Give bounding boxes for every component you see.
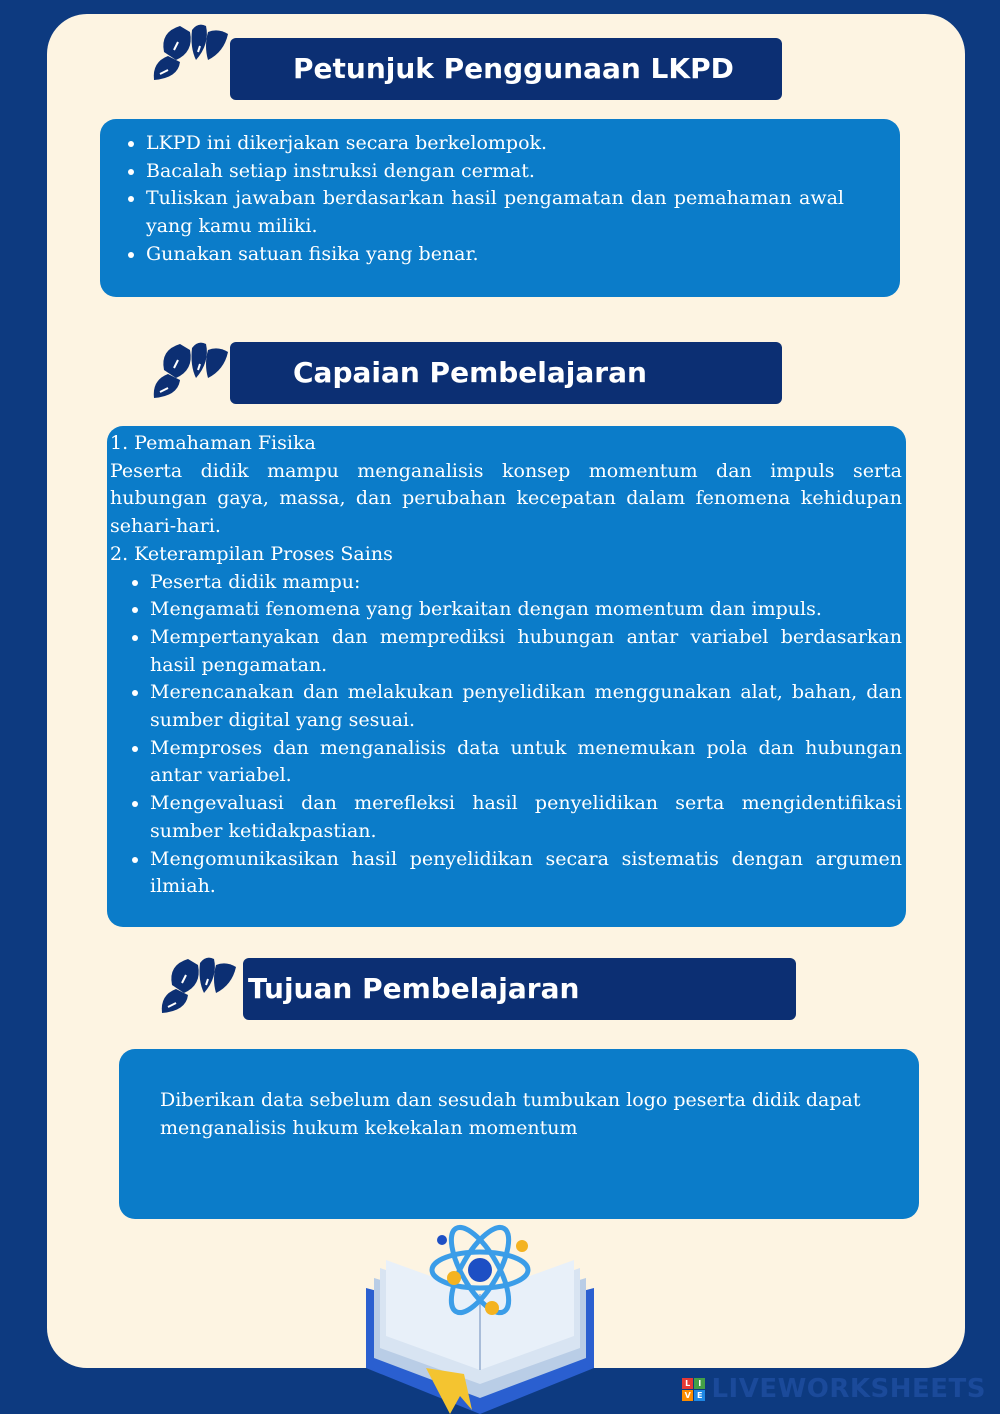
list-item: • Memproses dan menganalisis data untuk menemukan pola dan hubungan antar variabel. xyxy=(150,735,902,790)
tujuan-text: Diberikan data sebelum dan sesudah tumbukan logo peserta didik dapat menganalisis hukum kekekalan momentum xyxy=(160,1089,861,1139)
decorative-burst-icon xyxy=(150,22,232,86)
section-title-petunjuk: Petunjuk Penggunaan LKPD xyxy=(230,38,782,100)
list-item: • Gunakan satuan fisika yang benar. xyxy=(146,241,844,269)
list-item: • LKPD ini dikerjakan secara berkelompok. xyxy=(146,130,844,158)
book-atom-illustration xyxy=(360,1218,600,1414)
decorative-burst-icon xyxy=(158,955,240,1019)
list-item: • Mengevaluasi dan merefleksi hasil penyelidikan serta mengidentifikasi sumber ketidakpastian. xyxy=(150,790,902,845)
petunjuk-panel xyxy=(100,119,900,297)
list-item: • Mengamati fenomena yang berkaitan dengan momentum dan impuls. xyxy=(150,596,902,624)
section-title-tujuan: Tujuan Pembelajaran xyxy=(243,958,796,1020)
decorative-burst-icon xyxy=(150,340,232,404)
petunjuk-list xyxy=(120,130,844,269)
tujuan-panel xyxy=(119,1049,919,1219)
list-item: • Bacalah setiap instruksi dengan cermat. xyxy=(146,158,844,186)
watermark-text: LIVEWORKSHEETS xyxy=(711,1374,986,1404)
capaian-heading-pemahaman: 1. Pemahaman Fisika xyxy=(110,432,316,454)
capaian-list xyxy=(110,569,902,901)
list-item: • Peserta didik mampu: xyxy=(150,569,902,597)
list-item: • Mengomunikasikan hasil penyelidikan secara sistematis dengan argumen ilmiah. xyxy=(150,846,902,901)
list-item: • Merencanakan dan melakukan penyelidikan menggunakan alat, bahan, dan sumber digital yang sesuai. xyxy=(150,679,902,734)
capaian-panel xyxy=(107,426,906,927)
list-item: • Tuliskan jawaban berdasarkan hasil pengamatan dan pemahaman awal yang kamu miliki. xyxy=(146,185,844,240)
liveworksheets-watermark xyxy=(682,1374,986,1404)
section-title-capaian: Capaian Pembelajaran xyxy=(230,342,782,404)
capaian-heading-keterampilan: 2. Keterampilan Proses Sains xyxy=(110,542,393,565)
liveworksheets-logo-icon: L I V E xyxy=(682,1378,705,1401)
list-item: • Mempertanyakan dan memprediksi hubungan antar variabel berdasarkan hasil pengamatan. xyxy=(150,624,902,679)
capaian-paragraph: Peserta didik mampu menganalisis konsep momentum dan impuls serta hubungan gaya, massa, dan perubahan kecepatan dalam fenomena kehidupan sehari-hari. xyxy=(110,459,902,538)
